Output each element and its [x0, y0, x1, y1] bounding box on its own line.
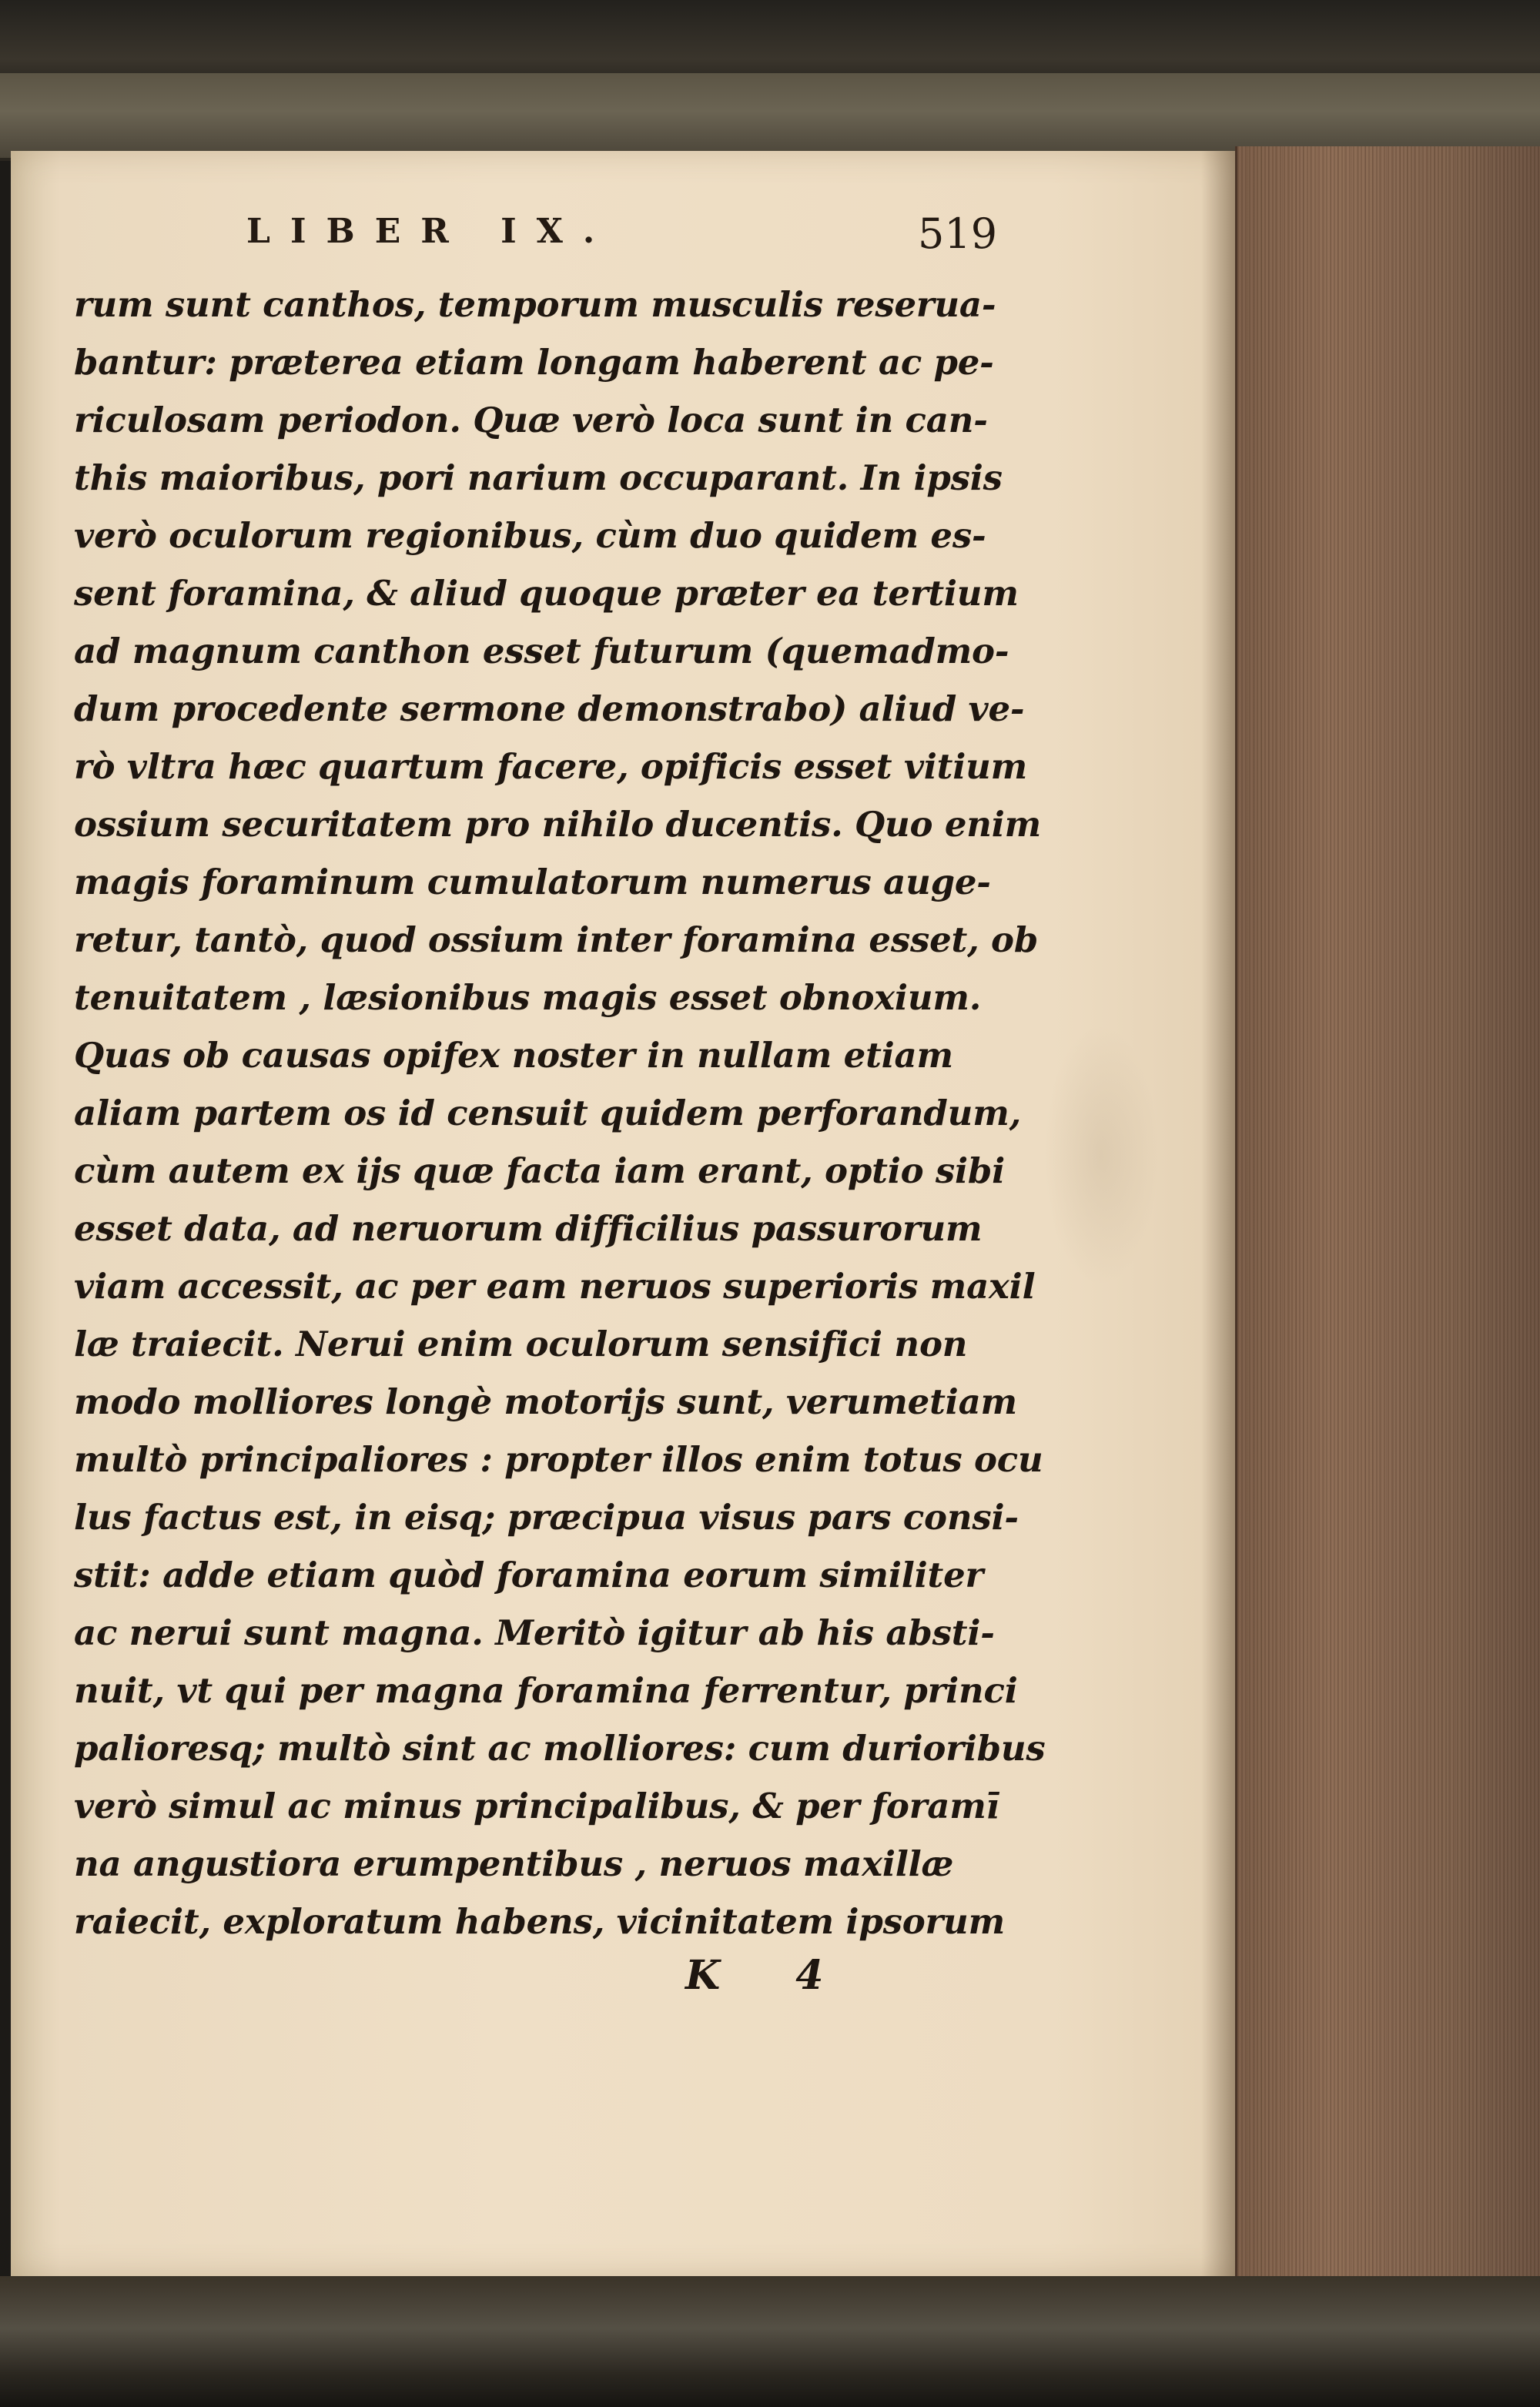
page-edges-texture [1247, 146, 1509, 2279]
text-line: na angustiora erumpentibus , neruos maxillæ [74, 1843, 954, 1884]
text-line: retur, tantò, quod ossium inter foramina esset, ob [74, 919, 1039, 960]
text-line: nuit, vt qui per magna foramina ferrentur, princi [74, 1670, 1018, 1711]
text-line: læ traiecit. Nerui enim oculorum sensifici non [74, 1324, 968, 1364]
text-line: Quas ob causas opifex noster in nullam etiam [74, 1035, 953, 1076]
ink-bleed-through [1043, 1024, 1159, 1286]
text-line: magis foraminum cumulatorum numerus auge- [74, 862, 991, 902]
text-line: dum procedente sermone demonstrabo) aliud ve- [74, 688, 1025, 729]
text-line: rum sunt canthos, temporum musculis reserua- [74, 284, 996, 325]
text-line: ossium securitatem pro nihilo ducentis. Quo enim [74, 804, 1042, 845]
running-head: LIBER IX. [246, 212, 615, 251]
text-line: modo molliores longè motorijs sunt, verumetiam [74, 1381, 1017, 1422]
page-number: 519 [918, 209, 998, 258]
text-line: raiecit, exploratum habens, vicinitatem ipsorum [74, 1901, 1005, 1942]
signature-mark: K 4 [685, 1952, 855, 1999]
text-line: esset data, ad neruorum difficilius passurorum [74, 1208, 983, 1249]
text-line: lus factus est, in eisq; præcipua visus pars consi- [74, 1497, 1019, 1538]
text-line: bantur: præterea etiam longam haberent ac pe- [74, 342, 994, 383]
text-line: riculosam periodon. Quæ verò loca sunt in can- [74, 400, 988, 440]
text-line: multò principaliores : propter illos enim totus ocu [74, 1439, 1043, 1480]
text-line: palioresq; multò sint ac molliores: cum durioribus [74, 1728, 1046, 1769]
text-line: rò vltra hæc quartum facere, opificis esset vitium [74, 746, 1028, 787]
text-line: stit: adde etiam quòd foramina eorum similiter [74, 1555, 984, 1595]
gutter-shadow [1201, 151, 1235, 2276]
text-line: this maioribus, pori narium occuparant. In ipsis [74, 457, 1003, 498]
text-line: ad magnum canthon esset futurum (quemadmo- [74, 631, 1009, 671]
text-line: verò simul ac minus principalibus, & per foramī [74, 1786, 999, 1826]
binding-board-bottom [0, 2276, 1540, 2407]
text-line: cùm autem ex ijs quæ facta iam erant, optio sibi [74, 1150, 1006, 1191]
text-line: ac nerui sunt magna. Meritò igitur ab his absti- [74, 1612, 995, 1653]
text-line: tenuitatem , læsionibus magis esset obnoxium. [74, 977, 982, 1018]
text-line: aliam partem os id censuit quidem perforandum, [74, 1093, 1022, 1133]
text-line: verò oculorum regionibus, cùm duo quidem es- [74, 515, 986, 556]
body-text [74, 276, 1046, 1950]
backdrop-top [0, 0, 1540, 85]
text-line: viam accessit, ac per eam neruos superioris maxil [74, 1266, 1036, 1307]
text-line: sent foramina, & aliud quoque præter ea tertium [74, 573, 1019, 614]
